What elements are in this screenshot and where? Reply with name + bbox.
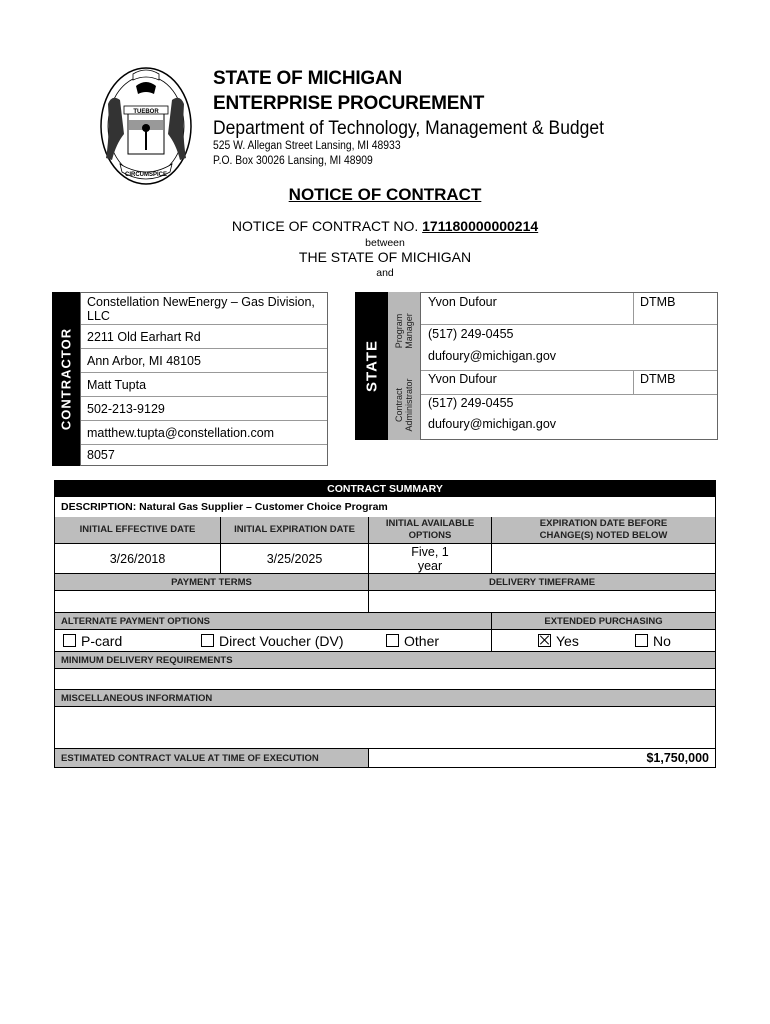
direct-voucher-option[interactable]: Direct Voucher (DV) (201, 630, 343, 652)
yes-checkbox[interactable] (538, 634, 551, 647)
contractor-street: 2211 Old Earhart Rd (81, 325, 327, 349)
contract-number: 171180000000214 (422, 218, 539, 234)
pm-phone: (517) 249-0455 (428, 327, 514, 341)
pm-dept: DTMB (633, 293, 675, 324)
pm-email: dufoury@michigan.gov (421, 349, 717, 371)
header-state: STATE OF MICHIGAN (213, 68, 403, 89)
description-label: DESCRIPTION: (61, 501, 137, 513)
est-value-label: ESTIMATED CONTRACT VALUE AT TIME OF EXECUTION (55, 748, 368, 767)
program-manager-label: Program Manager (388, 292, 420, 370)
available-options-value: Five, 1 year (368, 543, 491, 573)
michigan-seal-logo (98, 64, 194, 188)
payment-terms-value (55, 590, 368, 612)
expiration-before-value (491, 543, 715, 573)
no-checkbox[interactable] (635, 634, 648, 647)
other-checkbox[interactable] (386, 634, 399, 647)
extended-purchasing-options (491, 629, 715, 651)
svg-text:TUEBOR: TUEBOR (133, 109, 159, 115)
effective-date-header: INITIAL EFFECTIVE DATE (55, 517, 220, 543)
svg-text:CIRCUMSPICE: CIRCUMSPICE (124, 172, 168, 178)
pcard-checkbox[interactable] (63, 634, 76, 647)
minimum-delivery-value (55, 668, 715, 689)
header-department: Department of Technology, Management & Budget (213, 118, 604, 139)
est-value: $1,750,000 (368, 748, 715, 767)
contract-number-line (0, 218, 770, 234)
ca-phone: (517) 249-0455 (428, 396, 514, 410)
description-row (61, 501, 711, 515)
header-address-street: 525 W. Allegan Street Lansing, MI 48933 (213, 140, 401, 152)
expiration-date-value: 3/25/2025 (220, 543, 368, 573)
contractor-vendor-number: 8057 (87, 448, 115, 462)
contractor-phone: 502-213-9129 (81, 397, 327, 421)
state-name: THE STATE OF MICHIGAN (298, 249, 472, 265)
minimum-delivery-header: MINIMUM DELIVERY REQUIREMENTS (55, 651, 715, 668)
contractor-contact: Matt Tupta (81, 373, 327, 397)
pm-name: Yvon Dufour (428, 295, 497, 309)
yes-option[interactable]: Yes (538, 630, 579, 652)
misc-info-value (55, 706, 715, 748)
misc-info-header: MISCELLANEOUS INFORMATION (55, 689, 715, 706)
expiration-date-header: INITIAL EXPIRATION DATE (220, 517, 368, 543)
extended-purchasing-header: EXTENDED PURCHASING (491, 612, 715, 629)
expiration-before-header: EXPIRATION DATE BEFORE CHANGE(S) NOTED BELOW (491, 517, 715, 543)
effective-date-value: 3/26/2018 (55, 543, 220, 573)
between-text: between (365, 237, 405, 249)
state-side-label: STATE (355, 292, 388, 440)
contract-summary-title: CONTRACT SUMMARY (55, 481, 715, 497)
alternate-payment-options (55, 629, 491, 651)
pcard-option[interactable]: P-card (63, 630, 122, 652)
ca-row (421, 371, 717, 395)
contract-administrator-label: Contract Administrator (388, 370, 420, 440)
contractor-city: Ann Arbor, MI 48105 (81, 349, 327, 373)
payment-terms-header: PAYMENT TERMS (55, 573, 368, 590)
other-option[interactable]: Other (386, 630, 439, 652)
contract-summary-table (54, 480, 716, 768)
description-value: Natural Gas Supplier – Customer Choice Program (136, 501, 388, 513)
ca-name: Yvon Dufour (428, 372, 497, 386)
no-option[interactable]: No (635, 630, 671, 652)
ca-dept: DTMB (633, 371, 675, 394)
ca-email: dufoury@michigan.gov (428, 417, 557, 431)
available-options-header: INITIAL AVAILABLE OPTIONS (368, 517, 491, 543)
header-address-po: P.O. Box 30026 Lansing, MI 48909 (213, 155, 373, 167)
pm-row (421, 293, 717, 325)
contract-number-prefix: NOTICE OF CONTRACT NO. (231, 218, 423, 234)
page-title: NOTICE OF CONTRACT (288, 185, 482, 204)
delivery-timeframe-value (368, 590, 715, 612)
delivery-timeframe-header: DELIVERY TIMEFRAME (368, 573, 715, 590)
contractor-info-box (80, 292, 328, 466)
contractor-side-label: CONTRACTOR (52, 292, 80, 466)
state-info-box (420, 292, 718, 440)
contractor-name: Constellation NewEnergy – Gas Division, LLC (81, 293, 327, 325)
and-text: and (376, 267, 394, 279)
header-enterprise: ENTERPRISE PROCUREMENT (213, 93, 485, 114)
alternate-payment-header: ALTERNATE PAYMENT OPTIONS (55, 612, 491, 629)
direct-voucher-checkbox[interactable] (201, 634, 214, 647)
contractor-email: matthew.tupta@constellation.com (81, 421, 327, 445)
